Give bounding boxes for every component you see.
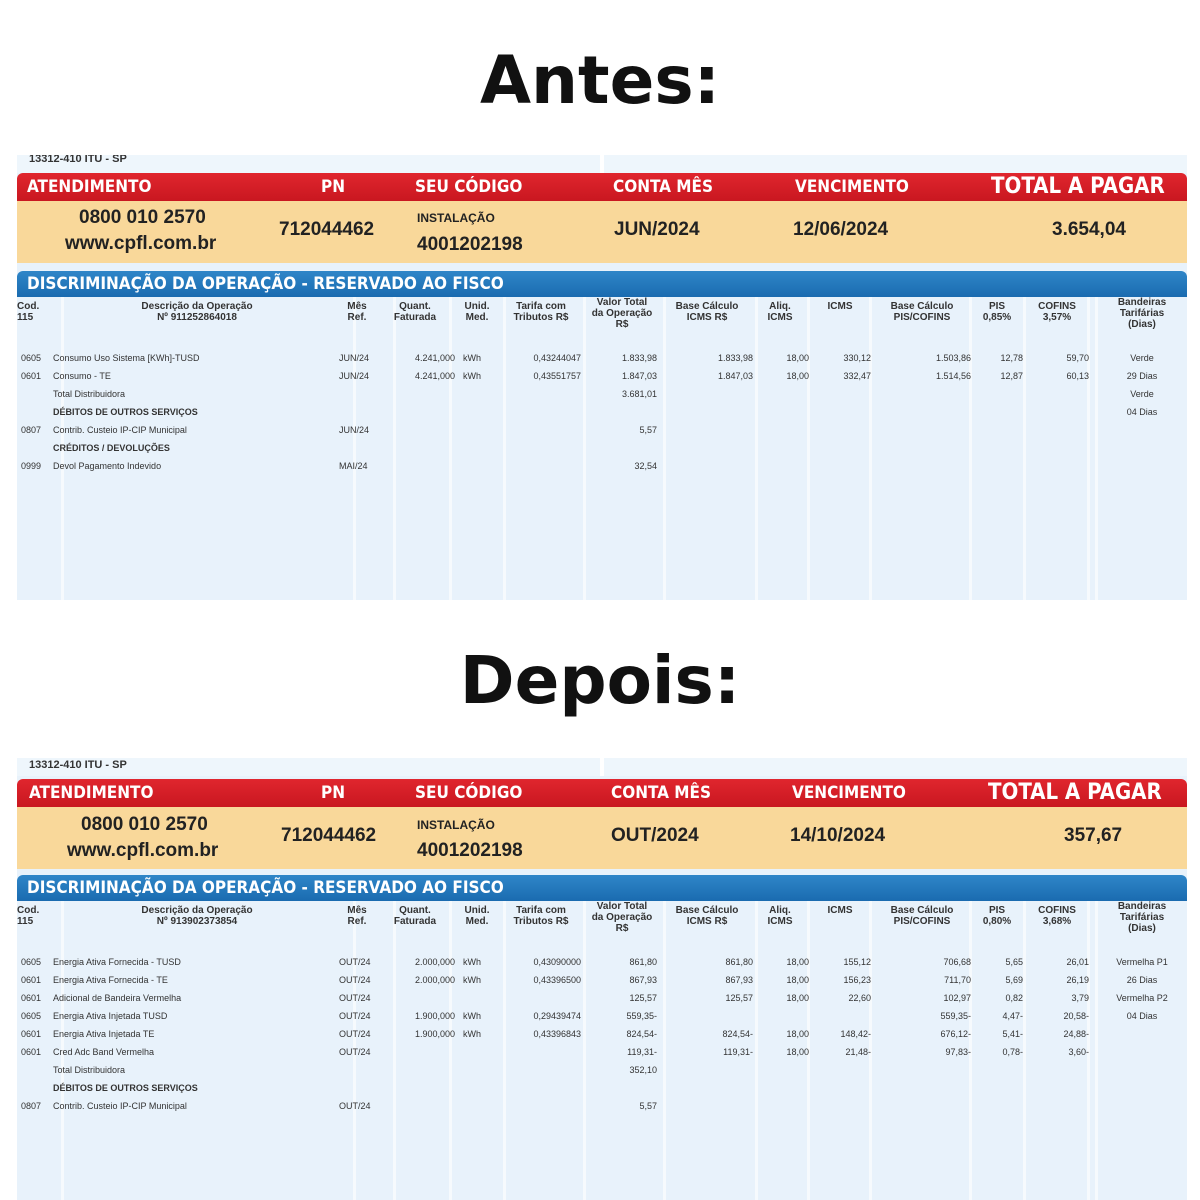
cell-mes: OUT/24 xyxy=(339,993,371,1003)
cell-mes: JUN/24 xyxy=(339,425,370,435)
cell-base: 1.847,03 xyxy=(717,371,753,381)
cell-band: Verde xyxy=(1130,353,1154,363)
column-header-text: ICMS xyxy=(827,301,853,312)
column-header-aliq1 xyxy=(757,301,803,323)
column-header-text: Ref. xyxy=(347,916,367,927)
column-header-icms xyxy=(815,301,865,312)
cell-base: 125,57 xyxy=(725,993,753,1003)
cell-mes: OUT/24 xyxy=(339,957,371,967)
cell-cofins: 60,13 xyxy=(1066,371,1089,381)
total-value: 357,67 xyxy=(1064,825,1123,846)
column-header-desc xyxy=(77,905,317,927)
cell-cod: 0601 xyxy=(21,975,42,985)
cell-unid: kWh xyxy=(463,957,481,967)
table-row xyxy=(17,423,1187,441)
column-header-text: Descrição da Operação xyxy=(141,301,253,312)
column-header-cofins1 xyxy=(1027,905,1087,927)
cell-desc: DÉBITOS DE OUTROS SERVIÇOS xyxy=(53,407,198,417)
cell-valor: 867,93 xyxy=(629,975,657,985)
column-header-text: Tributos R$ xyxy=(513,916,569,927)
column-header-unid xyxy=(457,905,497,927)
cell-desc: Energia Ativa Injetada TUSD xyxy=(53,1011,168,1021)
column-header-text: 115 xyxy=(17,312,34,323)
cell-band: 04 Dias xyxy=(1126,1011,1158,1021)
column-header-text: ICMS xyxy=(767,312,793,323)
column-header-base1 xyxy=(665,905,749,927)
cell-icms: 156,23 xyxy=(843,975,871,985)
column-header-text: da Operação xyxy=(591,912,653,923)
vencimento-label: VENCIMENTO xyxy=(795,177,909,197)
cell-band: Verde xyxy=(1130,389,1154,399)
column-header-valor1 xyxy=(583,297,661,330)
cell-desc: DÉBITOS DE OUTROS SERVIÇOS xyxy=(53,1083,198,1093)
cell-desc: Total Distribuidora xyxy=(53,389,126,399)
cell-cofins: 3,79 xyxy=(1071,993,1089,1003)
table-row xyxy=(17,459,1187,477)
cell-base: 119,31- xyxy=(723,1047,753,1057)
cell-cod: 0605 xyxy=(21,353,42,363)
cell-desc: CRÉDITOS / DEVOLUÇÕES xyxy=(53,443,170,453)
cell-base: 824,54- xyxy=(722,1029,753,1039)
cell-valor: 559,35- xyxy=(626,1011,657,1021)
column-header-pis1 xyxy=(975,301,1019,323)
cell-band: 26 Dias xyxy=(1126,975,1158,985)
bill-before xyxy=(17,155,1187,600)
column-header-unid xyxy=(457,301,497,323)
column-header-text: Unid. xyxy=(464,301,490,312)
column-header-band1 xyxy=(1099,901,1185,934)
cell-cod: 0601 xyxy=(21,1047,42,1057)
column-header-quant xyxy=(383,905,447,927)
cell-valor: 824,54- xyxy=(626,1029,657,1039)
column-header-text: Cod. xyxy=(17,301,40,312)
after-heading: Depois: xyxy=(459,642,741,719)
conta-mes-value: JUN/2024 xyxy=(614,219,700,240)
column-header-text: Ref. xyxy=(347,312,367,323)
column-header-text: Faturada xyxy=(393,916,437,927)
table-row xyxy=(17,1063,1187,1081)
conta-mes-label: CONTA MÊS xyxy=(611,783,711,803)
cell-band: 29 Dias xyxy=(1126,371,1158,381)
cell-valor: 1.833,98 xyxy=(621,353,657,363)
cell-mes: OUT/24 xyxy=(339,1011,371,1021)
pn-label: PN xyxy=(321,177,346,197)
column-header-text: Valor Total xyxy=(596,297,648,308)
cell-pis: 0,82 xyxy=(1005,993,1023,1003)
cell-aliq: 18,00 xyxy=(786,975,809,985)
cell-valor: 5,57 xyxy=(639,425,657,435)
cell-desc: Energia Ativa Injetada TE xyxy=(53,1029,155,1039)
column-header-base1 xyxy=(665,301,749,323)
phone: 0800 010 2570 xyxy=(81,814,208,835)
atendimento-label: ATENDIMENTO xyxy=(29,783,154,803)
column-header-text: (Dias) xyxy=(1128,319,1156,330)
cell-aliq: 18,00 xyxy=(786,353,809,363)
cell-mes: MAI/24 xyxy=(339,461,368,471)
operations-table xyxy=(17,901,1187,1200)
instalacao-label: INSTALAÇÃO xyxy=(417,818,495,832)
cell-valor: 5,57 xyxy=(639,1101,657,1111)
column-header-band1 xyxy=(1099,297,1185,330)
cell-mes: OUT/24 xyxy=(339,975,371,985)
cell-cod: 0605 xyxy=(21,957,42,967)
cell-mes: OUT/24 xyxy=(339,1047,371,1057)
section-title-bar xyxy=(17,271,1187,297)
cell-base: 1.833,98 xyxy=(717,353,753,363)
column-header-text: PIS xyxy=(988,301,1006,312)
cell-band: Vermelha P2 xyxy=(1116,993,1168,1003)
cell-unid: kWh xyxy=(463,975,481,985)
cell-bpc: 102,97 xyxy=(943,993,971,1003)
vencimento-value: 12/06/2024 xyxy=(793,219,889,240)
website: www.cpfl.com.br xyxy=(65,233,217,254)
cell-bpc: 1.503,86 xyxy=(935,353,971,363)
cell-valor: 861,80 xyxy=(629,957,657,967)
column-header-text: R$ xyxy=(615,319,629,330)
instalacao-value: 4001202198 xyxy=(417,840,523,861)
cell-valor: 125,57 xyxy=(629,993,657,1003)
cell-desc: Consumo Uso Sistema [KWh]-TUSD xyxy=(53,353,200,363)
cell-quant: 2.000,000 xyxy=(414,957,455,967)
cell-cod: 0601 xyxy=(21,371,42,381)
cell-desc: Adicional de Bandeira Vermelha xyxy=(53,993,182,1003)
cell-icms: 148,42- xyxy=(840,1029,871,1039)
cell-cofins: 59,70 xyxy=(1066,353,1089,363)
cell-tarifa: 0,43396843 xyxy=(533,1029,581,1039)
cell-tarifa: 0,43551757 xyxy=(533,371,581,381)
cell-cofins: 24,88- xyxy=(1063,1029,1089,1039)
column-header-text: Tarifárias xyxy=(1119,912,1165,923)
table-row xyxy=(17,369,1187,387)
total-label: TOTAL A PAGAR xyxy=(988,780,1162,805)
vencimento-value: 14/10/2024 xyxy=(790,825,886,846)
cell-mes: JUN/24 xyxy=(339,353,370,363)
column-header-text: Tarifa com xyxy=(516,301,566,312)
table-row xyxy=(17,1009,1187,1027)
cell-pis: 5,41- xyxy=(1002,1029,1023,1039)
column-header-text: ICMS xyxy=(767,916,793,927)
cell-cod: 0999 xyxy=(21,461,42,471)
table-row xyxy=(17,973,1187,991)
column-header-text: Bandeiras xyxy=(1117,901,1167,912)
cell-band: Vermelha P1 xyxy=(1116,957,1168,967)
column-header-text: Tarifa com xyxy=(516,905,566,916)
column-header-text: PIS xyxy=(988,905,1006,916)
cell-unid: kWh xyxy=(463,353,481,363)
cell-icms: 22,60 xyxy=(848,993,871,1003)
cell-pis: 5,69 xyxy=(1005,975,1023,985)
column-header-quant xyxy=(383,301,447,323)
table-row xyxy=(17,441,1187,459)
bill-after xyxy=(17,758,1187,1200)
summary-box xyxy=(17,201,1187,263)
column-header-text: Valor Total xyxy=(596,901,648,912)
column-header-text: Descrição da Operação xyxy=(141,905,253,916)
atendimento-label: ATENDIMENTO xyxy=(27,177,152,197)
table-row xyxy=(17,1099,1187,1117)
column-header-text: Faturada xyxy=(393,312,437,323)
cell-desc: Energia Ativa Fornecida - TUSD xyxy=(53,957,181,967)
column-header-text: PIS/COFINS xyxy=(893,312,951,323)
cell-cod: 0807 xyxy=(21,1101,42,1111)
cell-quant: 4.241,000 xyxy=(414,371,455,381)
address-separator xyxy=(600,758,604,776)
table-row xyxy=(17,405,1187,423)
cell-unid: kWh xyxy=(463,371,481,381)
cell-mes: JUN/24 xyxy=(339,371,370,381)
column-header-text: ICMS R$ xyxy=(686,916,728,927)
column-header-text: 0,80% xyxy=(982,916,1012,927)
cell-cofins: 3,60- xyxy=(1068,1047,1089,1057)
cell-valor: 352,10 xyxy=(629,1065,657,1075)
section-title-bar xyxy=(17,875,1187,901)
column-header-text: Base Cálculo xyxy=(890,905,954,916)
column-header-text: 3,68% xyxy=(1042,916,1072,927)
cell-aliq: 18,00 xyxy=(786,957,809,967)
cell-quant: 1.900,000 xyxy=(414,1011,455,1021)
cell-base: 867,93 xyxy=(725,975,753,985)
cell-valor: 1.847,03 xyxy=(621,371,657,381)
cell-icms: 155,12 xyxy=(843,957,871,967)
vencimento-label: VENCIMENTO xyxy=(792,783,906,803)
cell-desc: Energia Ativa Fornecida - TE xyxy=(53,975,168,985)
column-header-text: ICMS R$ xyxy=(686,312,728,323)
cell-cofins: 20,58- xyxy=(1063,1011,1089,1021)
cell-bpc: 1.514,56 xyxy=(935,371,971,381)
cell-pis: 12,78 xyxy=(1000,353,1023,363)
column-header-mes xyxy=(337,301,377,323)
total-value: 3.654,04 xyxy=(1052,219,1126,240)
cell-unid: kWh xyxy=(463,1011,481,1021)
instalacao-label: INSTALAÇÃO xyxy=(417,211,495,225)
column-header-text: COFINS xyxy=(1038,905,1076,916)
cell-icms: 21,48- xyxy=(845,1047,871,1057)
cell-unid: kWh xyxy=(463,1029,481,1039)
cell-pis: 4,47- xyxy=(1002,1011,1023,1021)
column-header-icms xyxy=(815,905,865,916)
column-header-text: R$ xyxy=(615,923,629,934)
column-header-cod xyxy=(17,905,53,927)
cell-aliq: 18,00 xyxy=(786,371,809,381)
summary-box xyxy=(17,807,1187,869)
cell-pis: 5,65 xyxy=(1005,957,1023,967)
table-row xyxy=(17,955,1187,973)
column-header-text: Med. xyxy=(465,312,489,323)
column-header-text: Base Cálculo xyxy=(890,301,954,312)
customer-address: 13312-410 ITU - SP xyxy=(29,155,127,165)
cell-desc: Cred Adc Band Vermelha xyxy=(53,1047,155,1057)
cell-aliq: 18,00 xyxy=(786,1029,809,1039)
cell-desc: Contrib. Custeio IP-CIP Municipal xyxy=(53,425,187,435)
column-header-text: Aliq. xyxy=(769,301,791,312)
column-header-pis1 xyxy=(975,905,1019,927)
column-header-text: Base Cálculo xyxy=(675,301,739,312)
cell-base: 861,80 xyxy=(725,957,753,967)
column-header-aliq1 xyxy=(757,905,803,927)
column-header-text: ICMS xyxy=(827,905,853,916)
cell-bpc: 711,70 xyxy=(944,975,971,985)
cell-quant: 2.000,000 xyxy=(414,975,455,985)
cell-tarifa: 0,43396500 xyxy=(533,975,581,985)
column-header-cod xyxy=(17,301,53,323)
cell-cod: 0605 xyxy=(21,1011,42,1021)
seu-codigo-label: SEU CÓDIGO xyxy=(415,177,523,197)
column-header-bpc1 xyxy=(879,905,965,927)
cell-desc: Contrib. Custeio IP-CIP Municipal xyxy=(53,1101,187,1111)
cell-cod: 0601 xyxy=(21,993,42,1003)
cell-desc: Devol Pagamento Indevido xyxy=(53,461,162,471)
column-header-text: da Operação xyxy=(591,308,653,319)
column-header-cofins1 xyxy=(1027,301,1087,323)
cell-mes: OUT/24 xyxy=(339,1029,371,1039)
section-title: DISCRIMINAÇÃO DA OPERAÇÃO - RESERVADO AO FISCO xyxy=(27,274,504,294)
cell-aliq: 18,00 xyxy=(786,1047,809,1057)
operations-table xyxy=(17,297,1187,600)
column-header-text: Mês xyxy=(347,905,367,916)
cell-quant: 1.900,000 xyxy=(414,1029,455,1039)
cell-tarifa: 0,29439474 xyxy=(533,1011,581,1021)
header-bar xyxy=(17,779,1187,807)
cell-desc: Total Distribuidora xyxy=(53,1065,126,1075)
pn-value: 712044462 xyxy=(279,219,375,240)
column-header-text: Cod. xyxy=(17,905,40,916)
column-header-text: PIS/COFINS xyxy=(893,916,951,927)
column-header-text: Quant. xyxy=(399,301,431,312)
header-bar xyxy=(17,173,1187,201)
cell-icms: 330,12 xyxy=(843,353,871,363)
column-header-text: Tarifárias xyxy=(1119,308,1165,319)
cell-pis: 0,78- xyxy=(1002,1047,1023,1057)
column-header-tarifa xyxy=(501,905,581,927)
cell-cod: 0601 xyxy=(21,1029,42,1039)
cell-quant: 4.241,000 xyxy=(414,353,455,363)
column-header-text: Quant. xyxy=(399,905,431,916)
cell-cofins: 26,19 xyxy=(1066,975,1089,985)
table-row xyxy=(17,1081,1187,1099)
table-row xyxy=(17,1027,1187,1045)
seu-codigo-label: SEU CÓDIGO xyxy=(415,783,523,803)
cell-bpc: 676,12- xyxy=(940,1029,971,1039)
pn-value: 712044462 xyxy=(281,825,377,846)
column-header-text: Nº 911252864018 xyxy=(157,312,237,323)
column-header-text: Unid. xyxy=(464,905,490,916)
phone: 0800 010 2570 xyxy=(79,207,206,228)
column-header-text: Base Cálculo xyxy=(675,905,739,916)
pn-label: PN xyxy=(321,783,346,803)
column-header-valor1 xyxy=(583,901,661,934)
column-header-text: 0,85% xyxy=(982,312,1012,323)
cell-cofins: 26,01 xyxy=(1066,957,1089,967)
cell-icms: 332,47 xyxy=(843,371,871,381)
cell-valor: 119,31- xyxy=(627,1047,657,1057)
before-heading: Antes: xyxy=(479,42,721,119)
conta-mes-value: OUT/2024 xyxy=(611,825,699,846)
cell-tarifa: 0,43244047 xyxy=(533,353,581,363)
column-header-text: COFINS xyxy=(1038,301,1076,312)
column-header-bpc1 xyxy=(879,301,965,323)
cell-tarifa: 0,43090000 xyxy=(533,957,581,967)
cell-band: 04 Dias xyxy=(1126,407,1158,417)
column-header-text: 3,57% xyxy=(1042,312,1072,323)
instalacao-value: 4001202198 xyxy=(417,234,523,255)
column-header-text: Bandeiras xyxy=(1117,297,1167,308)
cell-bpc: 97,83- xyxy=(945,1047,971,1057)
cell-cod: 0807 xyxy=(21,425,42,435)
table-row xyxy=(17,1045,1187,1063)
column-header-text: Mês xyxy=(347,301,367,312)
total-label: TOTAL A PAGAR xyxy=(991,174,1165,199)
cell-mes: OUT/24 xyxy=(339,1101,371,1111)
cell-valor: 3.681,01 xyxy=(621,389,657,399)
column-header-text: Aliq. xyxy=(769,905,791,916)
table-row xyxy=(17,387,1187,405)
column-header-desc xyxy=(77,301,317,323)
table-row xyxy=(17,351,1187,369)
column-header-text: 115 xyxy=(17,916,34,927)
address-separator xyxy=(600,155,604,173)
column-header-mes xyxy=(337,905,377,927)
column-header-text: Nº 913902373854 xyxy=(156,916,238,927)
cell-valor: 32,54 xyxy=(634,461,657,471)
customer-address: 13312-410 ITU - SP xyxy=(29,759,127,771)
table-row xyxy=(17,991,1187,1009)
cell-aliq: 18,00 xyxy=(786,993,809,1003)
conta-mes-label: CONTA MÊS xyxy=(613,177,713,197)
cell-pis: 12,87 xyxy=(1000,371,1023,381)
cell-bpc: 559,35- xyxy=(940,1011,971,1021)
column-header-text: Tributos R$ xyxy=(513,312,569,323)
section-title: DISCRIMINAÇÃO DA OPERAÇÃO - RESERVADO AO FISCO xyxy=(27,878,504,898)
column-header-tarifa xyxy=(501,301,581,323)
column-header-text: (Dias) xyxy=(1128,923,1156,934)
column-header-text: Med. xyxy=(465,916,489,927)
website: www.cpfl.com.br xyxy=(67,840,219,861)
cell-bpc: 706,68 xyxy=(943,957,971,967)
cell-desc: Consumo - TE xyxy=(53,371,111,381)
